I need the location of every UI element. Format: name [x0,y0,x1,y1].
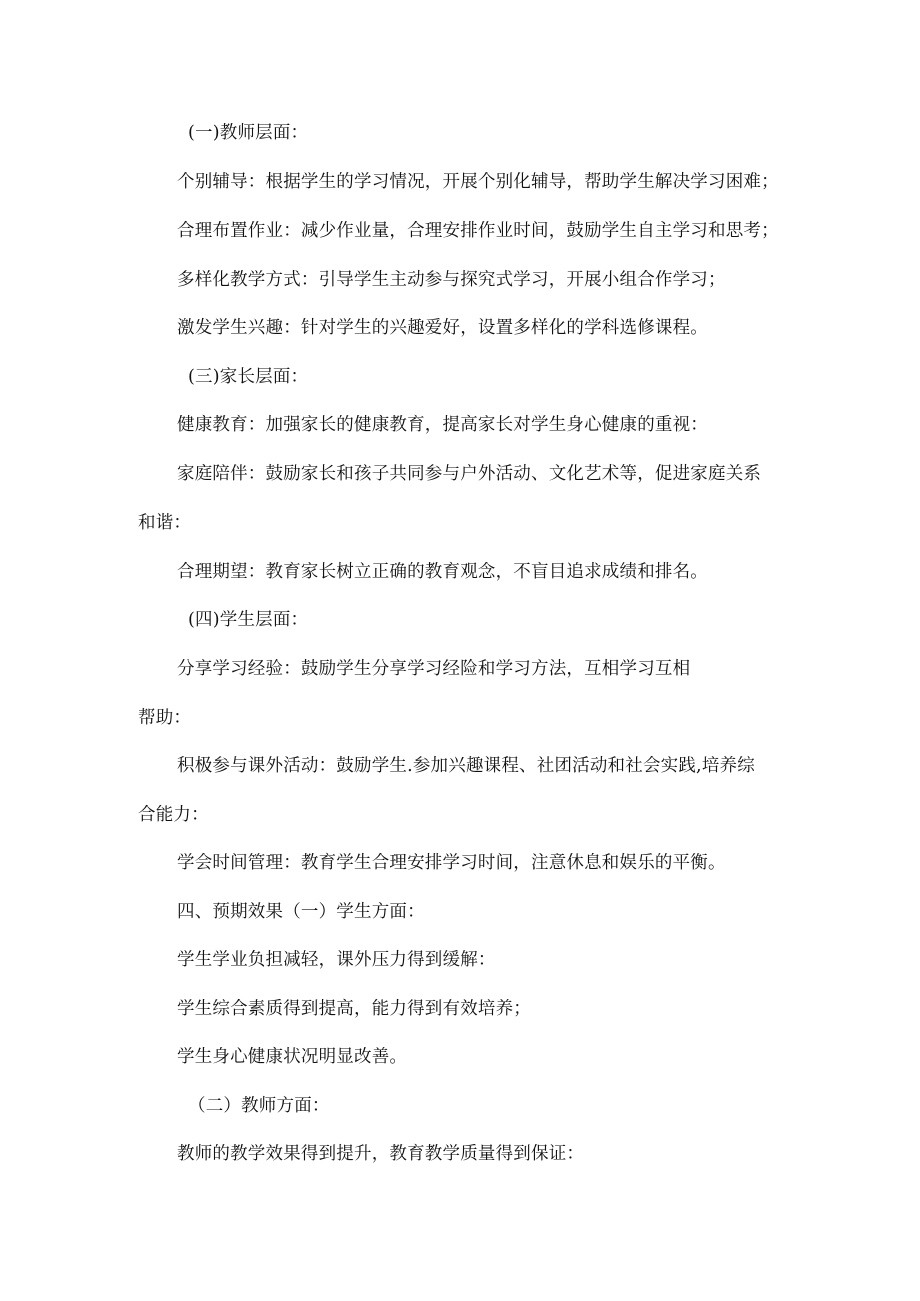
section-heading-teacher: (一)教师层面： [188,123,309,143]
paragraph-teaching-methods: 多样化教学方式：引导学生主动参与探究式学习，开展小组合作学习； [177,270,726,290]
section-heading-expected-effects: 四、预期效果（一）学生方面： [177,902,425,922]
section-heading-teacher-aspect: （二）教师方面： [188,1096,330,1116]
paragraph-reasonable-expectation: 合理期望：教育家长树立正确的教育观念，不盲目追求成绩和排名。 [177,562,708,582]
section-heading-student: (四)学生层面： [188,610,309,630]
paragraph-time-management: 学会时间管理：教育学生合理安排学习时间，注意休息和娱乐的平衡。 [177,853,726,873]
paragraph-homework: 合理布置作业：减少作业量，合理安排作业时间，鼓励学生自主学习和思考； [177,221,779,241]
paragraph-share-experience-cont: 帮助： [138,708,192,728]
paragraph-quality-improved: 学生综合素质得到提高，能力得到有效培养； [177,999,531,1019]
paragraph-health-improved: 学生身心健康状况明显改善。 [177,1047,408,1067]
paragraph-individual-tutoring: 个别辅导：根据学生的学习情况，开展个别化辅导，帮助学生解决学习困难； [177,172,779,192]
paragraph-share-experience: 分享学习经验：鼓励学生分享学习经险和学习方法，互相学习互相 [177,659,691,679]
paragraph-extracurricular: 积极参与课外活动：鼓励学生.参加兴趣课程、社团活动和社会实践,培养综 [177,756,755,776]
paragraph-health-education: 健康教育：加强家长的健康教育，提高家长对学生身心健康的重视： [177,415,708,435]
paragraph-teaching-effect: 教师的教学效果得到提升，教育教学质量得到保证： [177,1144,585,1164]
paragraph-burden-reduced: 学生学业负担减轻，课外压力得到缓解： [177,950,496,970]
paragraph-extracurricular-cont: 合能力： [138,805,209,825]
paragraph-family-companionship-cont: 和谐： [138,513,192,533]
paragraph-student-interest: 激发学生兴趣：针对学生的兴趣爱好，设置多样化的学科选修课程。 [177,318,708,338]
paragraph-family-companionship: 家庭陪伴：鼓励家长和孩子共同参与户外活动、文化艺术等，促进家庭关系 [177,464,762,484]
section-heading-parent: (三)家长层面： [188,367,309,387]
